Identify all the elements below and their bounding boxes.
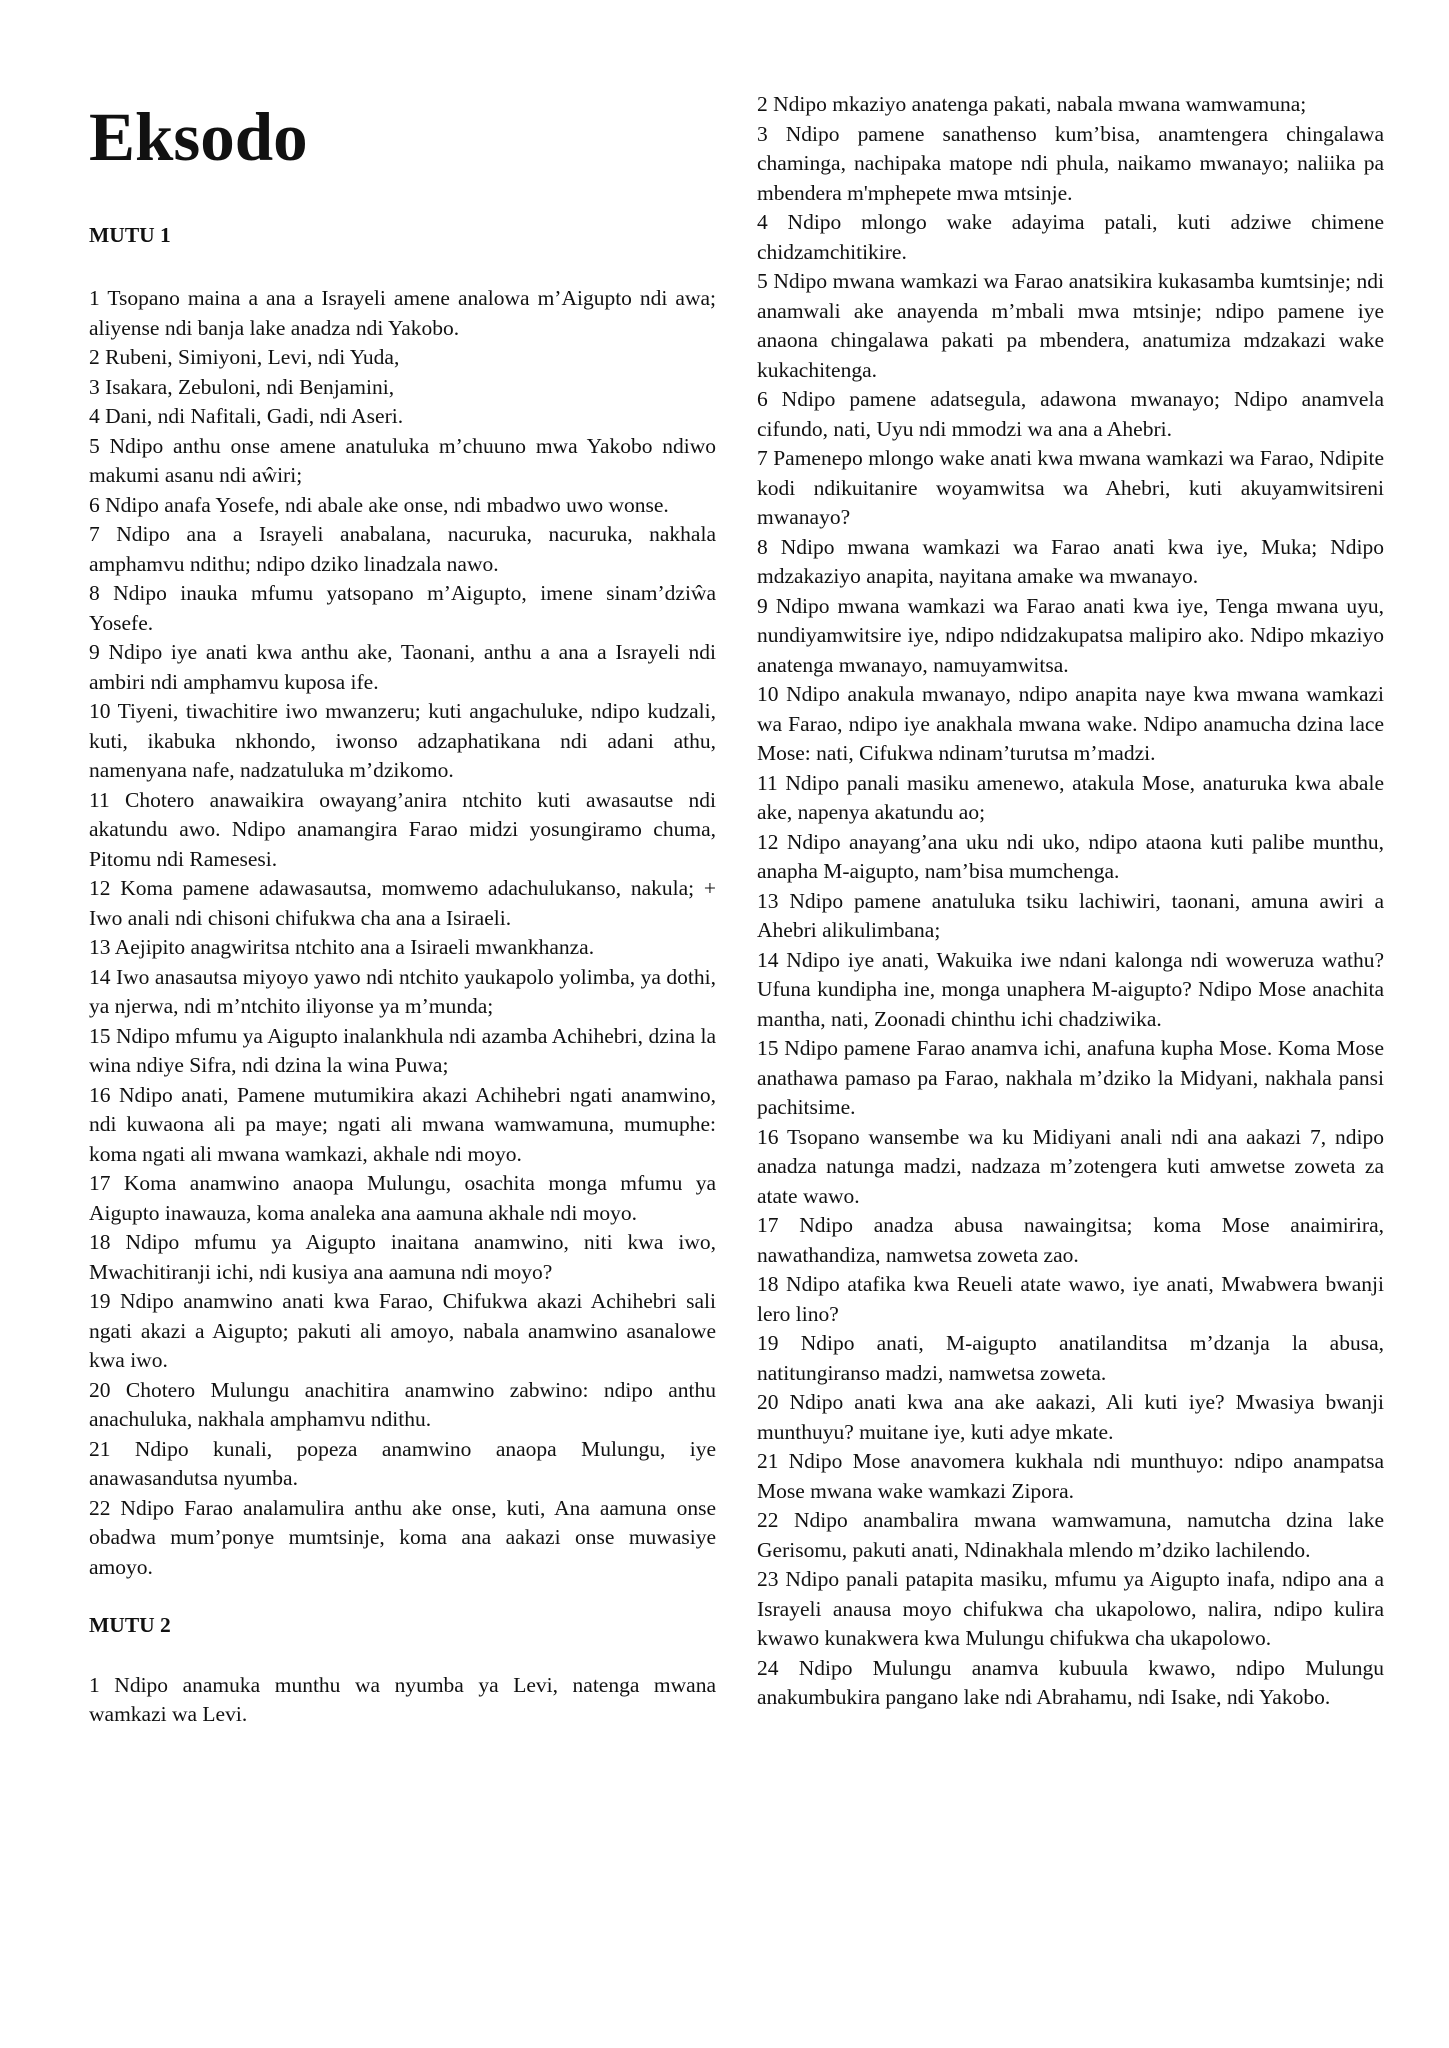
verse: 18 Ndipo atafika kwa Reueli atate wawo, iye anati, Mwabwera bwanji lero lino? [757, 1272, 1384, 1326]
verse: 17 Ndipo anadza abusa nawaingitsa; koma Mose anaimirira, nawathandiza, namwetsa zoweta zao. [757, 1213, 1384, 1267]
verse: 17 Koma anamwino anaopa Mulungu, osachita monga mfumu ya Aigupto inawauza, koma analeka ana aamuna akhale ndi moyo. [89, 1171, 716, 1225]
verse: 20 Chotero Mulungu anachitira anamwino zabwino: ndipo anthu anachuluka, nakhala amphamvu ndithu. [89, 1377, 716, 1432]
chapter-heading: MUTU 1 [89, 222, 171, 247]
verse: 5 Ndipo mwana wamkazi wa Farao anatsikira kukasamba kumtsinje; ndi anamwali ake anayenda m’mbali mwa mtsinje; ndipo pamene iye anaona chingalawa pakati pa mbendera, anatumiza mdzakazi wake kukachitenga. [757, 269, 1384, 382]
verse: 2 Ndipo mkaziyo anatenga pakati, nabala mwana wamwamuna; [757, 92, 1307, 116]
left-column [89, 88, 716, 1730]
verse: 7 Ndipo ana a Israyeli anabalana, nacuruka, nacuruka, nakhala amphamvu ndithu; ndipo dziko linadzala nawo. [89, 522, 716, 576]
verse: 6 Ndipo anafa Yosefe, ndi abale ake onse, ndi mbadwo uwo wonse. [89, 492, 669, 517]
verse: 15 Ndipo mfumu ya Aigupto inalankhula ndi azamba Achihebri, dzina la wina ndiye Sifra, ndi dzina la wina Puwa; [89, 1023, 716, 1078]
verse: 19 Ndipo anamwino anati kwa Farao, Chifukwa akazi Achihebri sali ngati akazi a Aigupto; pakuti ali amoyo, nabala anamwino asanalowe kwa iwo. [89, 1289, 716, 1373]
verse: 18 Ndipo mfumu ya Aigupto inaitana anamwino, niti kwa iwo, Mwachitiranji ichi, ndi kusiya ana aamuna ndi moyo? [89, 1230, 716, 1284]
chapter-2-verses-left [89, 1671, 716, 1730]
verse: 7 Pamenepo mlongo wake anati kwa mwana wamkazi wa Farao, Ndipite kodi ndikuitanire woyamwitsa wa Ahebri, kuti akuyamwitsireni mwanayo? [757, 446, 1384, 529]
verse: 15 Ndipo pamene Farao anamva ichi, anafuna kupha Mose. Koma Mose anathawa pamaso pa Farao, nakhala m’dziko la Midyani, nakhala pansi pachitsime. [757, 1036, 1384, 1119]
verse: 9 Ndipo iye anati kwa anthu ake, Taonani, anthu a ana a Israyeli ndi ambiri ndi amphamvu kuposa ife. [89, 640, 716, 694]
verse: 12 Ndipo anayang’ana uku ndi uko, ndipo ataona kuti palibe munthu, anapha M-aigupto, nam’bisa mumchenga. [757, 829, 1384, 883]
verse: 16 Ndipo anati, Pamene mutumikira akazi Achihebri ngati anamwino, ndi kuwaona ali pa maye; ngati ali mwana wamwamuna, mumuphe: koma ngati ali mwana wamkazi, akhale ndi moyo. [89, 1082, 716, 1166]
chapter-heading: MUTU 2 [89, 1613, 171, 1638]
verse: 22 Ndipo Farao analamulira anthu ake onse, kuti, Ana aamuna onse obadwa mum’ponye mumtsinje, koma ana aakazi onse muwasiye amoyo. [89, 1495, 716, 1579]
verse: 13 Ndipo pamene anatuluka tsiku lachiwiri, taonani, amuna awiri a Ahebri alikulimbana; [757, 888, 1384, 942]
verse: 21 Ndipo kunali, popeza anamwino anaopa Mulungu, iye anawasandutsa nyumba. [89, 1436, 716, 1491]
verse: 4 Ndipo mlongo wake adayima patali, kuti adziwe chimene chidzamchitikire. [757, 210, 1384, 264]
verse: 11 Ndipo panali masiku amenewo, atakula Mose, anaturuka kwa abale ake, napenya akatundu ao; [757, 770, 1384, 824]
verse: 9 Ndipo mwana wamkazi wa Farao anati kwa iye, Tenga mwana uyu, nundiyamwitsire iye, ndipo ndidzakupatsa malipiro ako. Ndipo mkaziyo anatenga mwanayo, namuyamwitsa. [757, 593, 1384, 677]
verse: 10 Tiyeni, tiwachitire iwo mwanzeru; kuti angachuluke, ndipo kudzali, kuti, ikabuka nkhondo, iwonso adzaphatikana ndi adani athu, namenyana nafe, nadzatuluka m’dzikomo. [89, 699, 716, 783]
verse: 6 Ndipo pamene adatsegula, adawona mwanayo; Ndipo anamvela cifundo, nati, Uyu ndi mmodzi wa ana a Ahebri. [757, 387, 1384, 441]
right-column [757, 90, 1384, 1713]
verse: 8 Ndipo mwana wamkazi wa Farao anati kwa iye, Muka; Ndipo mdzakaziyo anapita, nayitana amake wa mwanayo. [757, 534, 1384, 588]
verse: 3 Isakara, Zebuloni, ndi Benjamini, [89, 374, 395, 399]
verse: 1 Tsopano maina a ana a Israyeli amene analowa m’Aigupto ndi awa; aliyense ndi banja lake anadza ndi Yakobo. [89, 286, 716, 340]
verse: 19 Ndipo anati, M-aigupto anatilanditsa m’dzanja la abusa, natitungiranso madzi, namwetsa zoweta. [757, 1331, 1384, 1385]
verse: 23 Ndipo panali patapita masiku, mfumu ya Aigupto inafa, ndipo ana a Israyeli anausa moyo chifukwa cha ukapolowo, nalira, ndipo kulira kwawo kunakwera kwa Mulungu chifukwa cha ukapolowo. [757, 1567, 1384, 1650]
verse: 22 Ndipo anambalira mwana wamwamuna, namutcha dzina lake Gerisomu, pakuti anati, Ndinakhala mlendo m’dziko lachilendo. [757, 1508, 1384, 1562]
verse: 13 Aejipito anagwiritsa ntchito ana a Isiraeli mwankhanza. [89, 935, 595, 960]
verse: 24 Ndipo Mulungu anamva kubuula kwawo, ndipo Mulungu anakumbukira pangano lake ndi Abrahamu, ndi Isake, ndi Yakobo. [757, 1655, 1384, 1709]
verse: 12 Koma pamene adawasautsa, momwemo adachulukanso, nakula; + Iwo anali ndi chisoni chifukwa cha ana a Isiraeli. [89, 876, 716, 930]
verse: 21 Ndipo Mose anavomera kukhala ndi munthuyo: ndipo anampatsa Mose mwana wake wamkazi Zipora. [757, 1449, 1384, 1503]
chapter-1-verses [89, 284, 716, 1582]
verse: 11 Chotero anawaikira owayang’anira ntchito kuti awasautse ndi akatundu awo. Ndipo anamangira Farao midzi yosungiramo chuma, Pitomu ndi Ramesesi. [89, 787, 716, 871]
book-title: Eksodo [89, 99, 308, 175]
verse: 14 Ndipo iye anati, Wakuika iwe ndani kalonga ndi woweruza wathu? Ufuna kundipha ine, monga unaphera M-aigupto? Ndipo Mose anachita mantha, nati, Zoonadi chinthu ichi chadziwika. [757, 947, 1384, 1031]
chapter-2-verses-right [757, 90, 1384, 1713]
verse: 1 Ndipo anamuka munthu wa nyumba ya Levi, natenga mwana wamkazi wa Levi. [89, 1672, 716, 1727]
verse: 10 Ndipo anakula mwanayo, ndipo anapita naye kwa mwana wamkazi wa Farao, ndipo iye anakhala mwana wake. Ndipo anamucha dzina lace Mose: nati, Cifukwa ndinam’turutsa m’madzi. [757, 682, 1384, 765]
verse: 20 Ndipo anati kwa ana ake aakazi, Ali kuti iye? Mwasiya bwanji munthuyu? muitane iye, kuti adye mkate. [757, 1390, 1384, 1444]
verse: 14 Iwo anasautsa miyoyo yawo ndi ntchito yaukapolo yolimba, ya dothi, ya njerwa, ndi m’ntchito iliyonse ya m’munda; [89, 964, 716, 1019]
verse: 3 Ndipo pamene sanathenso kum’bisa, anamtengera chingalawa chaminga, nachipaka matope ndi phula, naikamo mwanayo; naliika pa mbendera m'mphepete mwa mtsinje. [757, 121, 1384, 205]
verse: 2 Rubeni, Simiyoni, Levi, ndi Yuda, [89, 345, 400, 370]
verse: 5 Ndipo anthu onse amene anatuluka m’chuuno mwa Yakobo ndiwo makumi asanu ndi aŵiri; [89, 433, 716, 488]
verse: 4 Dani, ndi Nafitali, Gadi, ndi Aseri. [89, 404, 404, 429]
verse: 8 Ndipo inauka mfumu yatsopano m’Aigupto, imene sinam’dziŵa Yosefe. [89, 581, 716, 635]
verse: 16 Tsopano wansembe wa ku Midiyani anali ndi ana aakazi 7, ndipo anadza natunga madzi, nadzaza m’zotengera kuti amwetse zoweta za atate wawo. [757, 1124, 1384, 1208]
